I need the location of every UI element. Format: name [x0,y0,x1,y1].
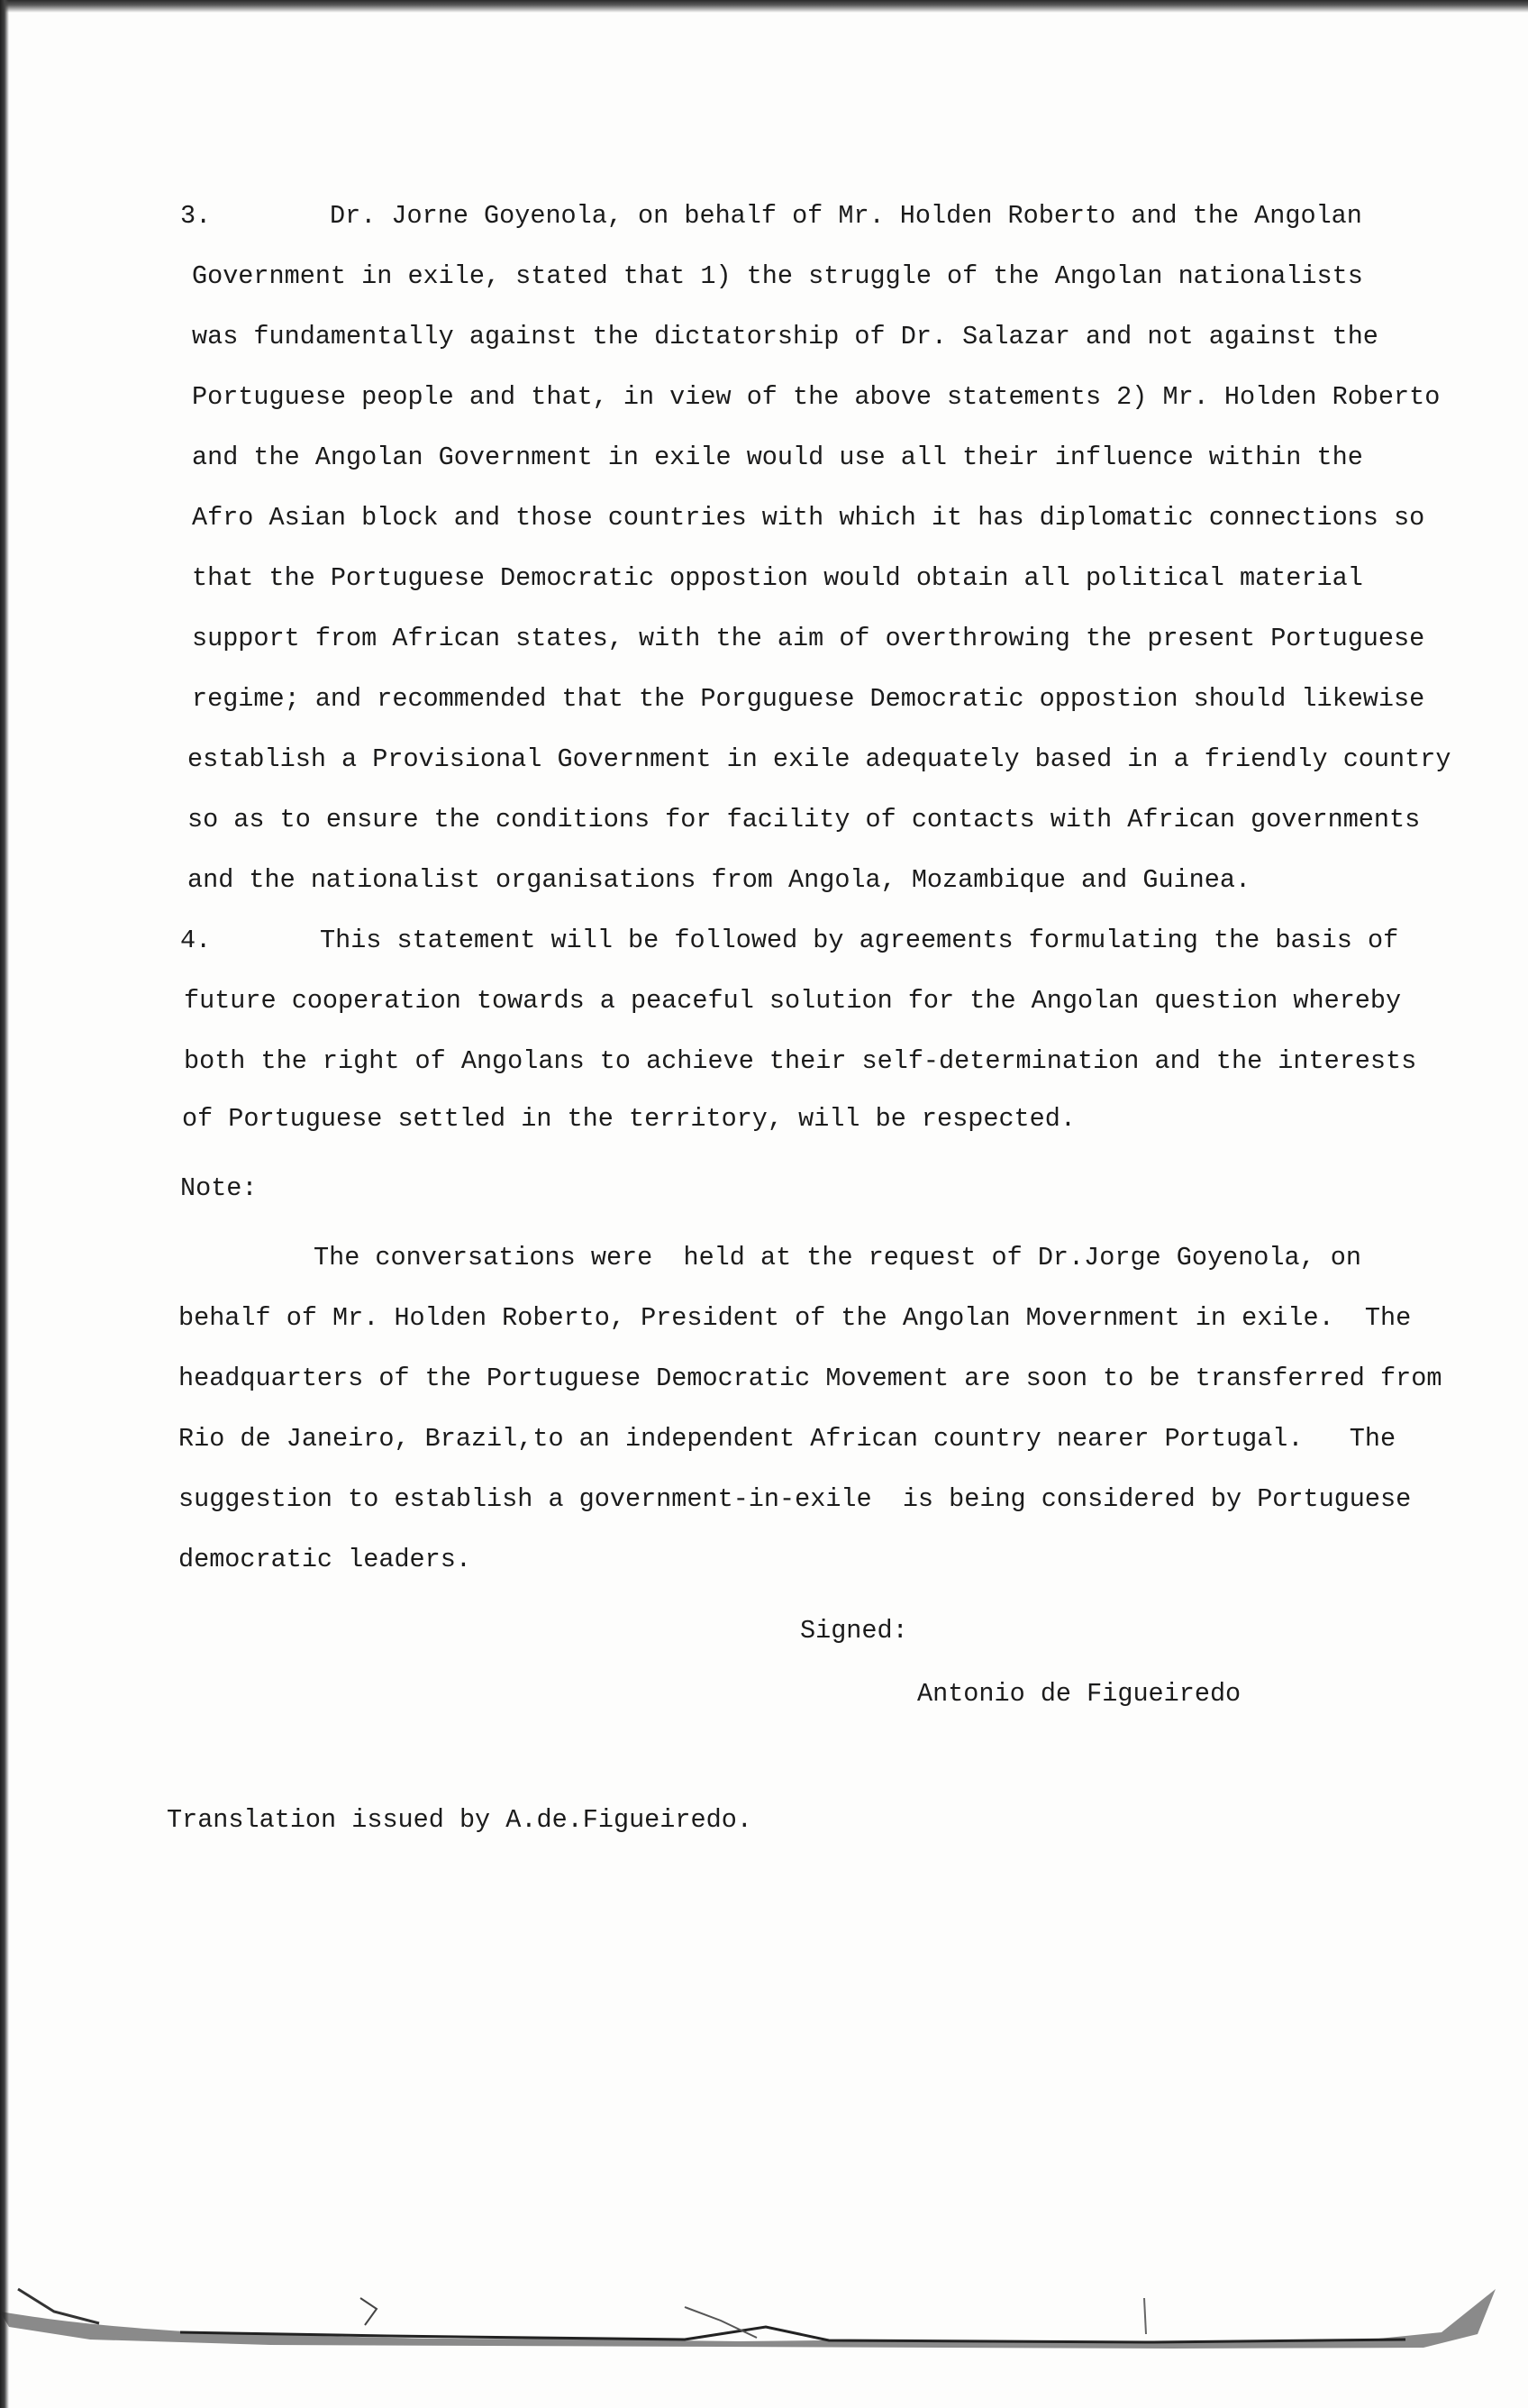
signatory-name: Antonio de Figueiredo [917,1679,1242,1709]
paragraph-4-line: both the right of Angolans to achieve their self-determination and the interests [184,1046,1417,1076]
scan-edge-top [0,0,1528,13]
paragraph-3-line: Portuguese people and that, in view of the above statements 2) Mr. Holden Roberto [192,382,1441,412]
note-line: democratic leaders. [178,1545,471,1574]
note-line: behalf of Mr. Holden Roberto, President of the Angolan Movernment in exile. The [178,1303,1412,1333]
scan-bottom-edge [0,2226,1528,2352]
translation-note: Translation issued by A.de.Figueiredo. [167,1805,752,1835]
paragraph-3-line: Government in exile, stated that 1) the struggle of the Angolan nationalists [192,261,1363,291]
paragraph-3-number: 3. [180,201,212,231]
paragraph-3-line: was fundamentally against the dictatorship of Dr. Salazar and not against the [192,322,1378,351]
note-line: Rio de Janeiro, Brazil,to an independent African country nearer Portugal. The [178,1424,1396,1454]
paragraph-4-line: future cooperation towards a peaceful solution for the Angolan question whereby [184,986,1402,1016]
paragraph-3-line: and the Angolan Government in exile would use all their influence within the [192,442,1363,472]
paragraph-3-line: support from African states, with the aim of overthrowing the present Portuguese [192,624,1425,653]
paragraph-4-line: of Portuguese settled in the territory, will be respected. [182,1104,1076,1134]
paragraph-4-line: This statement will be followed by agreements formulating the basis of [320,926,1399,955]
paragraph-3-line: that the Portuguese Democratic oppostion would obtain all political material [192,563,1363,593]
paragraph-3-line: establish a Provisional Government in exile adequately based in a friendly country [187,744,1451,774]
paragraph-3-line: regime; and recommended that the Porguguese Democratic oppostion should likewise [192,684,1425,714]
note-line: headquarters of the Portuguese Democratic Movement are soon to be transferred from [178,1364,1442,1393]
note-line: suggestion to establish a government-in-exile is being considered by Portuguese [178,1484,1412,1514]
paragraph-3-line: Dr. Jorne Goyenola, on behalf of Mr. Holden Roberto and the Angolan [330,201,1362,231]
paragraph-3-line: Afro Asian block and those countries with which it has diplomatic connections so [192,503,1425,533]
paragraph-3-line: so as to ensure the conditions for facility of contacts with African governments [187,805,1421,835]
paragraph-3-line: and the nationalist organisations from Angola, Mozambique and Guinea. [187,865,1251,895]
signed-label: Signed: [800,1616,908,1646]
note-line: The conversations were held at the request of Dr.Jorge Goyenola, on [314,1243,1361,1272]
paragraph-4-number: 4. [180,926,212,955]
note-label: Note: [180,1173,258,1203]
scan-edge-left [0,0,9,2408]
